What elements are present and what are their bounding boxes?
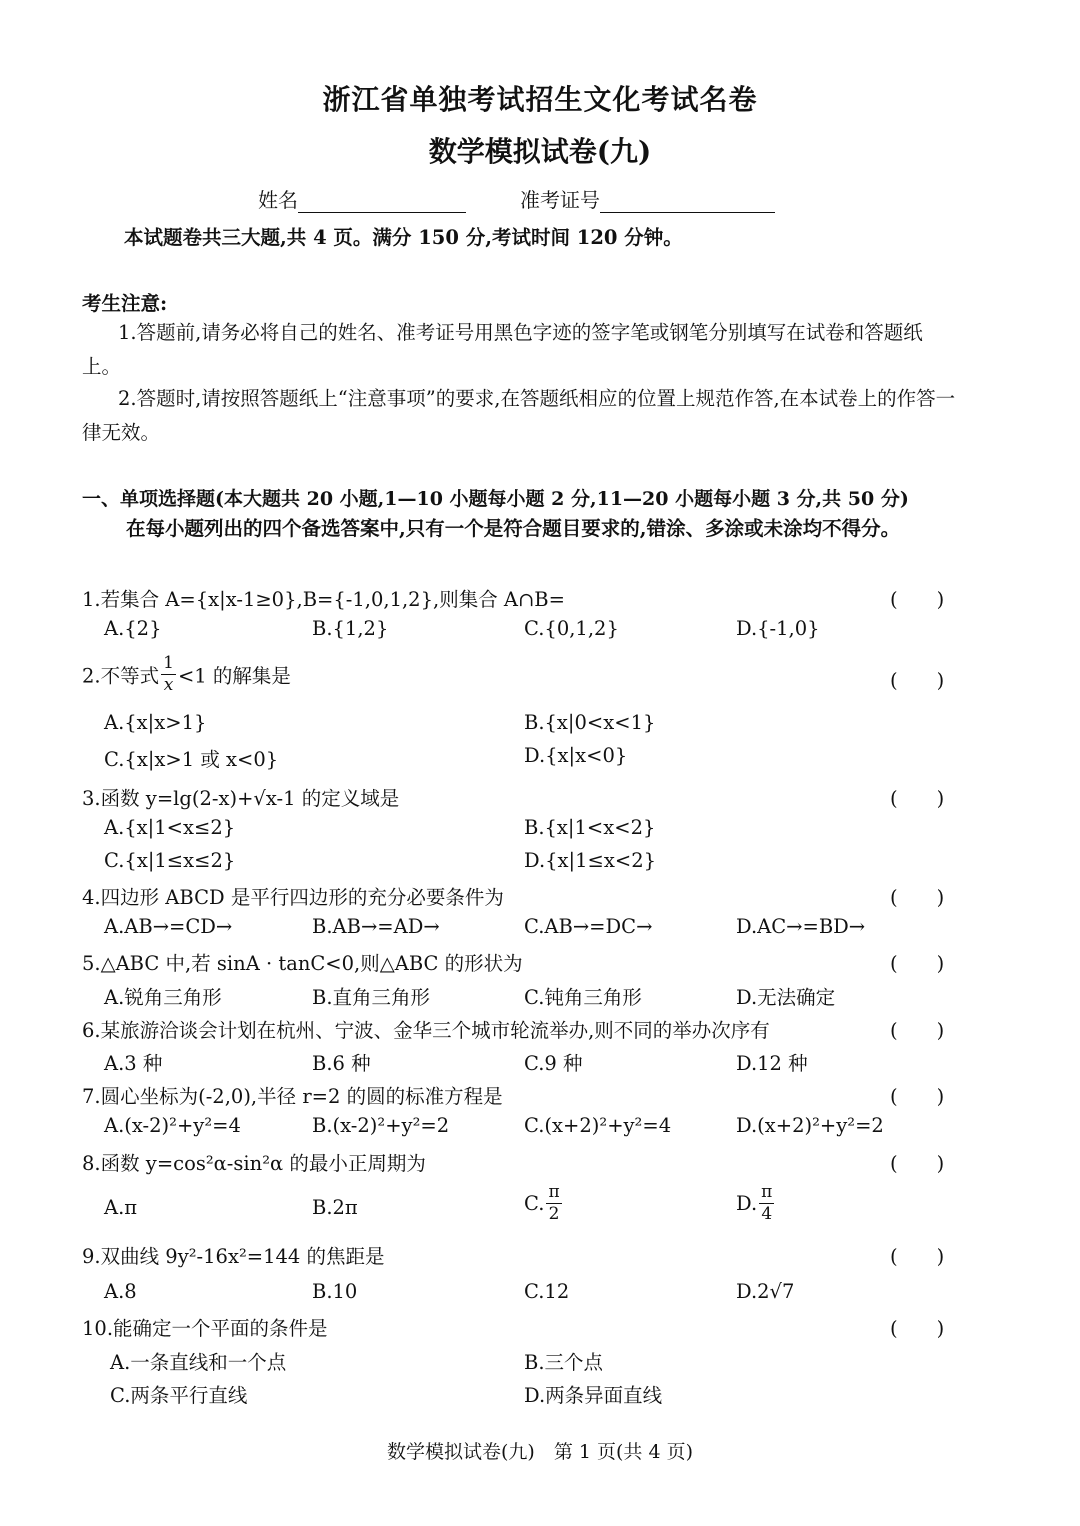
option-b: B.2π [312, 1196, 358, 1219]
answer-paren: ( ) [890, 1245, 945, 1268]
fraction: $\frac{\pi}{4}$ [761, 1182, 773, 1224]
option-a: A.8 [104, 1280, 137, 1303]
notice-item-2: 2.答题时,请按照答题纸上“注意事项”的要求,在答题纸相应的位置上规范作答,在本试卷上的作答一律无效。 [82, 387, 956, 444]
exam-info: 本试题卷共三大题,共 4 页。满分 150 分,考试时间 120 分钟。 [124, 226, 683, 249]
answer-paren: ( ) [890, 787, 945, 810]
fraction: $\frac{\pi}{2}$ [548, 1182, 560, 1224]
notice-item-1: 1.答题前,请务必将自己的姓名、准考证号用黑色字迹的签字笔或钢笔分别填写在试卷和答题纸上。 [82, 321, 923, 378]
option-d: D.{x|1≤x<2} [524, 849, 657, 872]
option-c: C.钝角三角形 [524, 986, 642, 1009]
option-c: C.9 种 [524, 1052, 583, 1075]
answer-paren: ( ) [890, 1019, 945, 1042]
option-d: D.2√7 [736, 1280, 795, 1303]
question-stem: 1.若集合 A={x|x-1≥0},B={-1,0,1,2},则集合 A∩B= [82, 588, 565, 611]
id-field [520, 184, 775, 213]
option-d: D. $\frac{\pi}{4}$ [736, 1182, 773, 1224]
name-blank [298, 194, 466, 213]
option-a: A.3 种 [104, 1052, 163, 1075]
option-c: C. $\frac{\pi}{2}$ [524, 1182, 560, 1224]
option-c: C.{x|1≤x≤2} [104, 849, 236, 872]
fraction: $\frac{1}{x}$ [163, 653, 174, 695]
answer-paren: ( ) [890, 1152, 945, 1175]
answer-paren: ( ) [890, 588, 945, 611]
option-b: B.{x|0<x<1} [524, 711, 656, 734]
option-d: D.{x|x<0} [524, 744, 628, 767]
option-a: A.{2} [104, 617, 162, 640]
option-a: A.AB→=CD→ [104, 915, 233, 938]
name-field [258, 184, 466, 213]
option-b: B.(x-2)²+y²=2 [312, 1114, 450, 1137]
option-c: C.{0,1,2} [524, 617, 619, 640]
option-a: A.锐角三角形 [104, 986, 222, 1009]
question-stem: 8.函数 y=cos²α-sin²α 的最小正周期为 [82, 1152, 426, 1175]
question-stem: 5.△ABC 中,若 sinA · tanC<0,则△ABC 的形状为 [82, 952, 523, 975]
option-a: A.{x|x>1} [104, 711, 207, 734]
option-b: B.直角三角形 [312, 986, 431, 1009]
option-d: D.无法确定 [736, 986, 836, 1009]
option-b: B.AB→=AD→ [312, 915, 440, 938]
option-d: D.(x+2)²+y²=2 [736, 1114, 884, 1137]
option-c: C.两条平行直线 [110, 1384, 248, 1407]
option-c: C.(x+2)²+y²=4 [524, 1114, 672, 1137]
answer-paren: ( ) [890, 952, 945, 975]
option-a: A.π [104, 1196, 138, 1219]
option-c: C.12 [524, 1280, 570, 1303]
question-stem: 2.不等式 $\frac{1}{x}$ <1 的解集是 [82, 653, 291, 695]
answer-paren: ( ) [890, 1317, 945, 1340]
section-heading: 一、单项选择题(本大题共 20 小题,1—10 小题每小题 2 分,11—20 小题每小题 3 分,共 50 分) [82, 488, 909, 510]
question-stem: 10.能确定一个平面的条件是 [82, 1317, 328, 1340]
question-stem: 6.某旅游洽谈会计划在杭州、宁波、金华三个城市轮流举办,则不同的举办次序有 [82, 1019, 770, 1042]
page-footer: 数学模拟试卷(九) 第 1 页(共 4 页) [387, 1441, 693, 1463]
question-stem: 7.圆心坐标为(-2,0),半径 r=2 的圆的标准方程是 [82, 1085, 503, 1108]
answer-paren: ( ) [890, 886, 945, 909]
option-d: D.AC→=BD→ [736, 915, 866, 938]
option-c: C.{x|x>1 或 x<0} [104, 748, 279, 771]
option-a: A.{x|1<x≤2} [104, 816, 236, 839]
id-blank [600, 194, 775, 213]
question-stem: 4.四边形 ABCD 是平行四边形的充分必要条件为 [82, 886, 504, 909]
option-a: A.一条直线和一个点 [110, 1351, 287, 1374]
question-stem: 3.函数 y=lg(2-x)+√x-1 的定义域是 [82, 787, 400, 810]
answer-paren: ( ) [890, 669, 945, 692]
option-b: B.6 种 [312, 1052, 371, 1075]
option-d: D.{-1,0} [736, 617, 820, 640]
section-description: 在每小题列出的四个备选答案中,只有一个是符合题目要求的,错涂、多涂或未涂均不得分。 [126, 517, 901, 540]
name-label: 姓名 [258, 188, 298, 212]
answer-paren: ( ) [890, 1085, 945, 1108]
option-c: C.AB→=DC→ [524, 915, 653, 938]
option-d: D.两条异面直线 [524, 1384, 663, 1407]
option-b: B.10 [312, 1280, 358, 1303]
option-b: B.{x|1<x<2} [524, 816, 656, 839]
option-b: B.三个点 [524, 1351, 604, 1374]
exam-series-title: 浙江省单独考试招生文化考试名卷 [322, 83, 758, 116]
option-a: A.(x-2)²+y²=4 [104, 1114, 241, 1137]
option-b: B.{1,2} [312, 617, 389, 640]
id-label: 准考证号 [520, 188, 600, 212]
notice-title: 考生注意: [82, 292, 168, 315]
question-stem: 9.双曲线 9y²-16x²=144 的焦距是 [82, 1245, 385, 1268]
exam-title: 数学模拟试卷(九) [428, 135, 652, 168]
option-d: D.12 种 [736, 1052, 808, 1075]
